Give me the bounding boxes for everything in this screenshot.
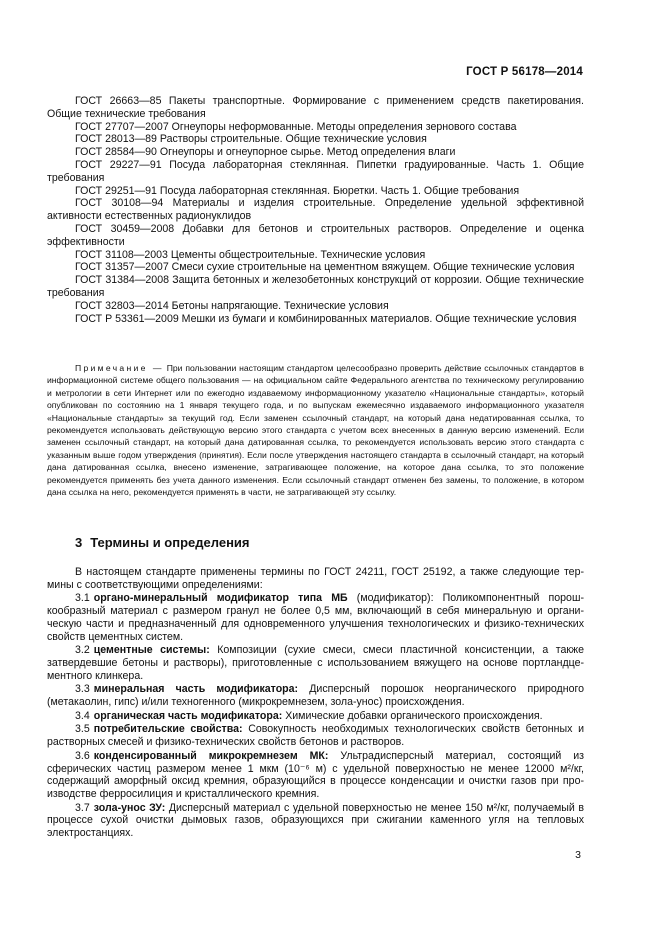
page-number: 3 bbox=[575, 849, 581, 861]
note-text: При пользовании настоящим стандартом целесообразно проверить действие ссылочных стандартов в информационной системе общего пользования — на официальном сайте Федерального агентства по техническому регулированию и метрологии в сети Интернет или по ежегодно издаваемому информационному указателю «Национальные стандарты», который опубликован по состоянию на 1 января текущего года, и по выпускам ежемесячно издаваемого информационного указателя «Национальные стандарты» за текущий год. Если заменен ссылочный стандарт, на который дана недатированная ссылка, то рекомендуется использовать действующую версию этого стандарта с учетом всех внесенных в данную версию изменений. Если заменен ссылочный стандарт, на который дана датированная ссылка, то рекомендуется использовать версию этого стандарта с указанным выше годом утверждения (принятия). Если после утверждения настоящего стандарта в ссылочный стандарт, на который дана датированная ссылка, внесено изменение, затрагивающее положение, на которое дана ссылка, то это положение рекомендуется применять без учета данного изменения. Если ссылочный стандарт отменен без замены, то положение, в котором дана ссылка на него, рекомендуется применять в части, не затрагивающей эту ссылку. bbox=[47, 363, 584, 498]
definition-item bbox=[47, 750, 584, 801]
reference-item: ГОСТ 29227—91 Посуда лабораторная стеклянная. Пипетки градуированные. Часть 1. Общие требования bbox=[47, 158, 584, 184]
section-number: 3 bbox=[75, 535, 83, 550]
definition-text: Ультрадисперсный материал, состоящий из сферических частиц размером менее 1 мкм (10⁻⁶ м) с удельной поверхностью не менее 12000 м²/кг, содержащий аморфный оксид кремния, образующийся в процессе конденсации и очистки газов при производстве ферросилиция и кристаллического кремния. bbox=[47, 749, 585, 800]
definition-number: 3.4 bbox=[75, 709, 90, 722]
definition-item bbox=[47, 710, 584, 723]
definition-item bbox=[47, 802, 584, 840]
definition-term: потребительские свойства: bbox=[93, 723, 243, 736]
definition-item bbox=[47, 723, 584, 748]
definition-term: органическая часть модификатора: bbox=[93, 709, 283, 722]
reference-item: ГОСТ 32803—2014 Бетоны напрягающие. Технические условия bbox=[75, 299, 389, 312]
definition-item bbox=[47, 683, 584, 708]
normative-references-list bbox=[47, 95, 584, 325]
definition-text: (модификатор): Поликомпонентный порошкообразный материал с размером гранул не более 0,5 мм, включающий в себя минеральную и органическую части и предназначенный для одновременного улучшения технологических и физико-технических свойств цементных систем. bbox=[47, 592, 584, 643]
definition-term: зола-унос ЗУ: bbox=[93, 801, 166, 814]
section-title: Термины и определения bbox=[90, 535, 250, 550]
note-block bbox=[47, 362, 584, 498]
reference-item: ГОСТ 31108—2003 Цементы общестроительные. Технические условия bbox=[75, 248, 426, 261]
definition-text: Совокупность необходимых технологических свойств бетонных и растворных смесей и физико-технических свойств бетонов и растворов. bbox=[47, 723, 584, 749]
reference-item: ГОСТ 30459—2008 Добавки для бетонов и строительных растворов. Определение и оценка эффективности bbox=[47, 222, 584, 248]
reference-item: ГОСТ 26663—85 Пакеты транспортные. Формирование с применением средств пакетирования. Общие технические требования bbox=[47, 95, 584, 120]
definition-term: конденсированный микрокремнезем МК: bbox=[93, 749, 329, 762]
definition-term: минеральная часть модификатора: bbox=[93, 683, 299, 696]
definitions-body bbox=[47, 566, 584, 841]
definition-text: Композиции (сухие смеси, смеси пластичной консистенции, а также затвердевшие бетоны и растворы), приготовленные с использованием вяжущего на основе портландцементного клинкера. bbox=[47, 644, 585, 682]
definition-number: 3.5 bbox=[75, 723, 90, 736]
definition-number: 3.7 bbox=[75, 801, 90, 814]
definition-item bbox=[47, 592, 584, 643]
reference-item: ГОСТ 31357—2007 Смеси сухие строительные на цементном вяжущем. Общие технические условия bbox=[75, 261, 575, 274]
definition-text: Химические добавки органического происхождения. bbox=[285, 709, 543, 722]
definition-number: 3.3 bbox=[75, 683, 90, 696]
section-intro: В настоящем стандарте применены термины по ГОСТ 24211, ГОСТ 25192, а также следующие термины с соответствующими определениями: bbox=[47, 566, 584, 591]
reference-item: ГОСТ 28013—89 Растворы строительные. Общие технические условия bbox=[75, 133, 427, 146]
reference-item: ГОСТ Р 53361—2009 Мешки из бумаги и комбинированных материалов. Общие технические условия bbox=[75, 312, 577, 325]
definition-item bbox=[47, 644, 584, 682]
note-label: Примечание — bbox=[75, 363, 164, 373]
definition-term: органо-минеральный модификатор типа МБ bbox=[93, 592, 348, 605]
definition-text: Дисперсный материал с удельной поверхностью не менее 150 м²/кг, получаемый в процессе сухой очистки дымовых газов, образующихся при сжигании каменного угля на тепловых электростанциях. bbox=[47, 801, 584, 840]
reference-item: ГОСТ 30108—94 Материалы и изделия строительные. Определение удельной эффективной активности естественных радионуклидов bbox=[47, 197, 584, 223]
section-heading bbox=[75, 535, 250, 550]
definition-number: 3.6 bbox=[75, 749, 90, 762]
definition-number: 3.2 bbox=[75, 644, 90, 657]
definition-number: 3.1 bbox=[75, 592, 90, 605]
reference-item: ГОСТ 29251—91 Посуда лабораторная стеклянная. Бюретки. Часть 1. Общие требования bbox=[75, 184, 520, 197]
reference-item: ГОСТ 28584—90 Огнеупоры и огнеупорное сырье. Метод определения влаги bbox=[75, 146, 456, 159]
definition-term: цементные системы: bbox=[93, 644, 210, 657]
reference-item: ГОСТ 27707—2007 Огнеупоры неформованные. Методы определения зернового состава bbox=[75, 120, 517, 133]
reference-item: ГОСТ 31384—2008 Защита бетонных и железобетонных конструкций от коррозии. Общие технические требования bbox=[47, 274, 584, 299]
document-code: ГОСТ Р 56178—2014 bbox=[466, 66, 583, 78]
definition-text: Дисперсный порошок неорганического природного (метакаолин, гипс) и/или техногенного (микрокремнезем, зола-унос) происхождения. bbox=[47, 683, 585, 709]
